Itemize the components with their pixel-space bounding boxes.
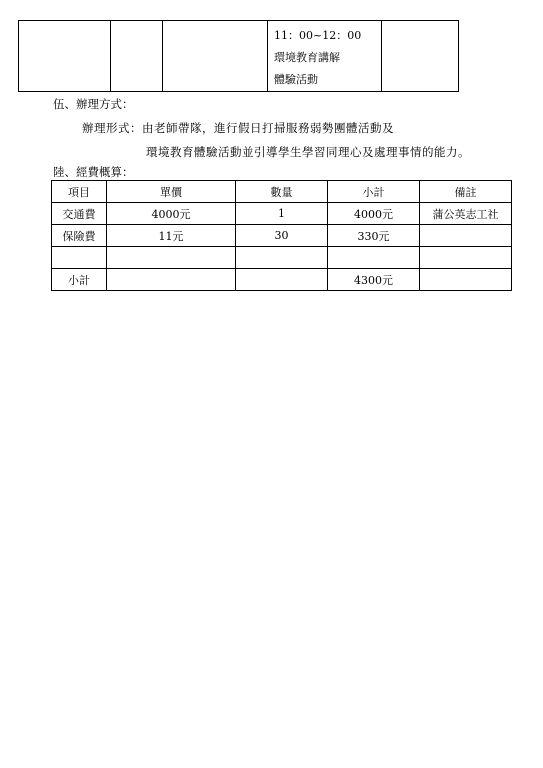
schedule-activity-line2: 體驗活動 — [274, 73, 318, 86]
schedule-cell — [111, 21, 163, 92]
section5-line2: 環境教育體驗活動並引導學生學習同理心及處理事情的能力。 — [146, 145, 470, 159]
budget-cell: 1 — [236, 203, 328, 225]
budget-cell: 4000元 — [328, 203, 420, 225]
budget-row — [52, 203, 512, 225]
budget-cell — [236, 269, 328, 291]
budget-cell — [52, 247, 107, 269]
schedule-cell — [163, 21, 268, 92]
section6-title: 陸、經費概算： — [53, 165, 134, 179]
budget-cell — [236, 247, 328, 269]
budget-header-unit-price: 單價 — [107, 181, 236, 203]
budget-cell: 4000元 — [107, 203, 236, 225]
budget-cell: 交通費 — [52, 203, 107, 225]
budget-header-quantity: 數量 — [236, 181, 328, 203]
budget-cell: 11元 — [107, 225, 236, 247]
schedule-row — [19, 21, 459, 92]
schedule-table — [18, 20, 459, 92]
budget-cell: 小計 — [52, 269, 107, 291]
schedule-cell — [382, 21, 459, 92]
budget-header-subtotal: 小計 — [328, 181, 420, 203]
budget-cell: 4300元 — [328, 269, 420, 291]
budget-cell — [107, 269, 236, 291]
schedule-time: 11：00~12：00 — [274, 29, 362, 42]
budget-cell: 30 — [236, 225, 328, 247]
budget-cell — [328, 247, 420, 269]
budget-cell: 保險費 — [52, 225, 107, 247]
budget-header-note: 備註 — [420, 181, 512, 203]
budget-cell: 蒲公英志工社 — [420, 203, 512, 225]
budget-cell: 330元 — [328, 225, 420, 247]
budget-row — [52, 225, 512, 247]
budget-header-item: 項目 — [52, 181, 107, 203]
budget-header-row — [52, 181, 512, 203]
budget-row — [52, 247, 512, 269]
budget-table — [51, 180, 512, 291]
budget-cell — [420, 225, 512, 247]
section5-title: 伍、辦理方式： — [53, 97, 134, 111]
budget-total-row — [52, 269, 512, 291]
section5-line1: 辦理形式：由老師帶隊，進行假日打掃服務弱勢團體活動及 — [82, 121, 394, 135]
budget-cell — [420, 247, 512, 269]
schedule-activity-cell — [268, 21, 382, 92]
schedule-cell — [19, 21, 111, 92]
budget-cell — [107, 247, 236, 269]
schedule-activity-line1: 環境教育講解 — [274, 51, 340, 64]
budget-cell — [420, 269, 512, 291]
